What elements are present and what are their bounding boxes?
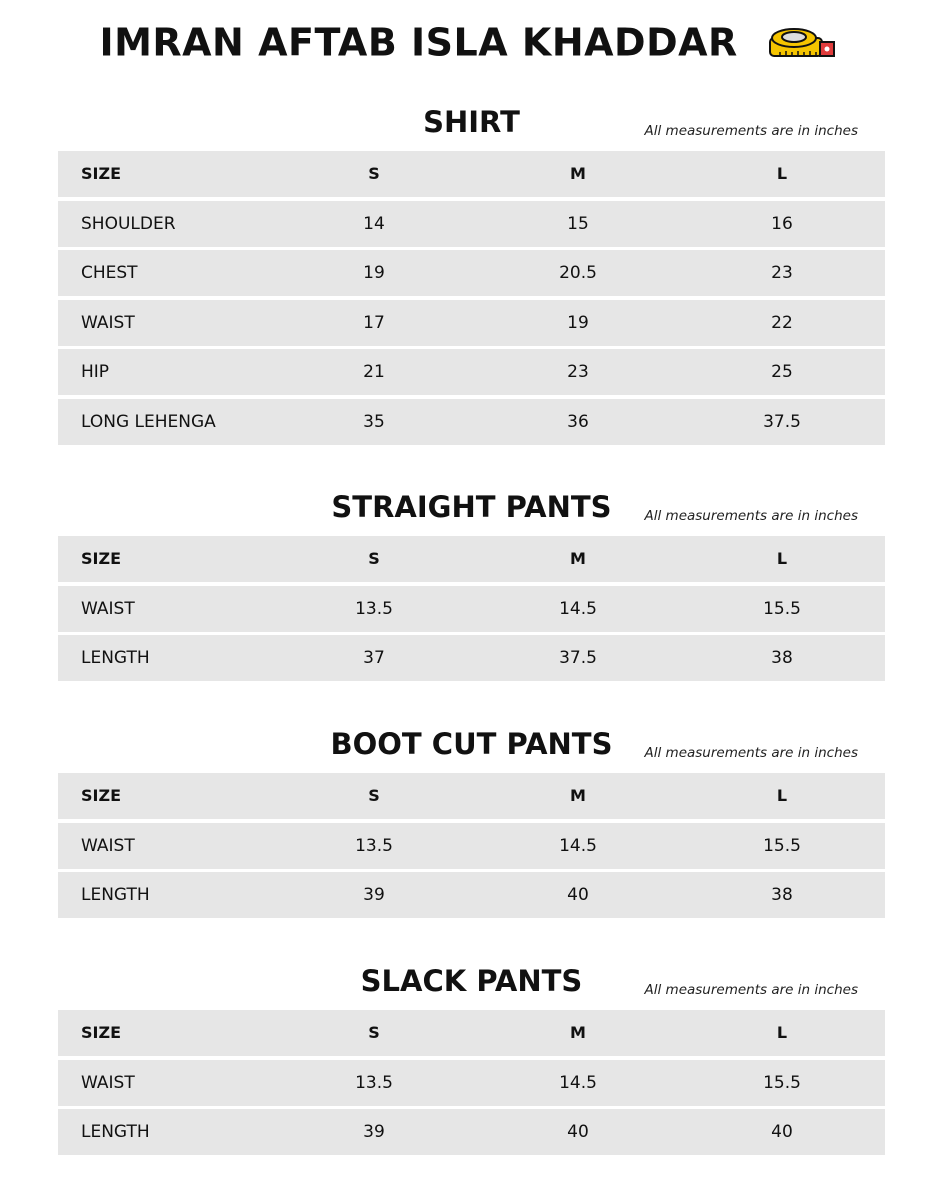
- measurement-value: 17: [363, 312, 385, 333]
- measurement-value: 37.5: [763, 411, 801, 432]
- header-size-1: M: [570, 786, 586, 805]
- size-table-section: [58, 727, 885, 922]
- measurement-value: 23: [771, 263, 793, 283]
- measurement-value: 37.5: [559, 648, 597, 668]
- measurement-value: 16: [771, 213, 793, 234]
- measurement-value: 22: [771, 312, 793, 333]
- measurement-value: 13.5: [355, 1072, 393, 1093]
- header-size-0: S: [368, 786, 380, 805]
- table-row: [58, 201, 885, 247]
- measurement-value: 40: [567, 1122, 589, 1142]
- section-title: SHIRT: [423, 105, 520, 139]
- table-row: [58, 1109, 885, 1155]
- measurement-value: 15.5: [763, 835, 801, 856]
- table-row: [58, 250, 885, 296]
- measurement-note: All measurements are in inches: [644, 982, 858, 998]
- table-header-row: [58, 1010, 885, 1056]
- header-size-1: M: [570, 164, 586, 183]
- measurement-note: All measurements are in inches: [644, 123, 858, 139]
- measurement-note: All measurements are in inches: [644, 508, 858, 524]
- page-title: [0, 18, 935, 65]
- measurement-value: 21: [363, 362, 385, 382]
- measurement-label: CHEST: [81, 263, 138, 283]
- table-row: [58, 300, 885, 346]
- table-row: [58, 586, 885, 632]
- table-row: [58, 635, 885, 681]
- section-title: SLACK PANTS: [360, 964, 583, 998]
- measurement-value: 38: [771, 885, 793, 905]
- measurement-value: 39: [363, 885, 385, 905]
- measurement-label: WAIST: [81, 835, 135, 856]
- measurement-label: WAIST: [81, 598, 135, 619]
- header-size-label: SIZE: [81, 1023, 122, 1042]
- header-size-label: SIZE: [81, 786, 122, 805]
- table-header-row: [58, 773, 885, 819]
- measurement-value: 13.5: [355, 835, 393, 856]
- measurement-value: 14.5: [559, 835, 597, 856]
- size-table-section: [58, 105, 885, 448]
- measurement-value: 14.5: [559, 1072, 597, 1093]
- measuring-tape-icon: [766, 26, 836, 60]
- measurement-value: 19: [363, 263, 385, 283]
- measurement-value: 13.5: [355, 598, 393, 619]
- header-size-0: S: [368, 549, 380, 568]
- measurement-note: All measurements are in inches: [644, 745, 858, 761]
- header-size-0: S: [368, 164, 380, 183]
- size-table-section: [58, 964, 885, 1159]
- header-size-label: SIZE: [81, 164, 122, 183]
- measurement-label: LENGTH: [81, 885, 150, 905]
- measurement-label: LONG LEHENGA: [81, 411, 216, 432]
- measurement-label: WAIST: [81, 312, 135, 333]
- measurement-value: 20.5: [559, 263, 597, 283]
- measurement-label: LENGTH: [81, 1122, 150, 1142]
- measurement-value: 14: [363, 213, 385, 234]
- header-size-2: L: [776, 549, 788, 568]
- measurement-value: 37: [363, 648, 385, 668]
- measurement-label: SHOULDER: [81, 213, 176, 234]
- table-row: [58, 1060, 885, 1106]
- measurement-value: 15: [567, 213, 589, 234]
- measurement-value: 38: [771, 648, 793, 668]
- measurement-value: 36: [567, 411, 589, 432]
- header-size-1: M: [570, 549, 586, 568]
- header-size-label: SIZE: [81, 549, 122, 568]
- measurement-value: 15.5: [763, 598, 801, 619]
- measurement-value: 40: [771, 1122, 793, 1142]
- header-size-2: L: [776, 786, 788, 805]
- measurement-value: 40: [567, 885, 589, 905]
- header-size-2: L: [776, 1023, 788, 1042]
- section-title: BOOT CUT PANTS: [330, 727, 613, 761]
- table-header-row: [58, 151, 885, 197]
- measurement-value: 23: [567, 362, 589, 382]
- measurement-label: WAIST: [81, 1072, 135, 1093]
- header-size-0: S: [368, 1023, 380, 1042]
- table-row: [58, 872, 885, 918]
- section-title: STRAIGHT PANTS: [331, 490, 612, 524]
- measurement-value: 39: [363, 1122, 385, 1142]
- table-row: [58, 399, 885, 445]
- measurement-value: 15.5: [763, 1072, 801, 1093]
- table-row: [58, 823, 885, 869]
- header-size-2: L: [776, 164, 788, 183]
- measurement-value: 19: [567, 312, 589, 333]
- table-header-row: [58, 536, 885, 582]
- header-size-1: M: [570, 1023, 586, 1042]
- measurement-label: LENGTH: [81, 648, 150, 668]
- measurement-value: 14.5: [559, 598, 597, 619]
- page-title-text: IMRAN AFTAB ISLA KHADDAR: [99, 20, 738, 65]
- measurement-label: HIP: [81, 362, 110, 382]
- measurement-value: 25: [771, 362, 793, 382]
- measurement-value: 35: [363, 411, 385, 432]
- size-table-section: [58, 490, 885, 685]
- table-row: [58, 349, 885, 395]
